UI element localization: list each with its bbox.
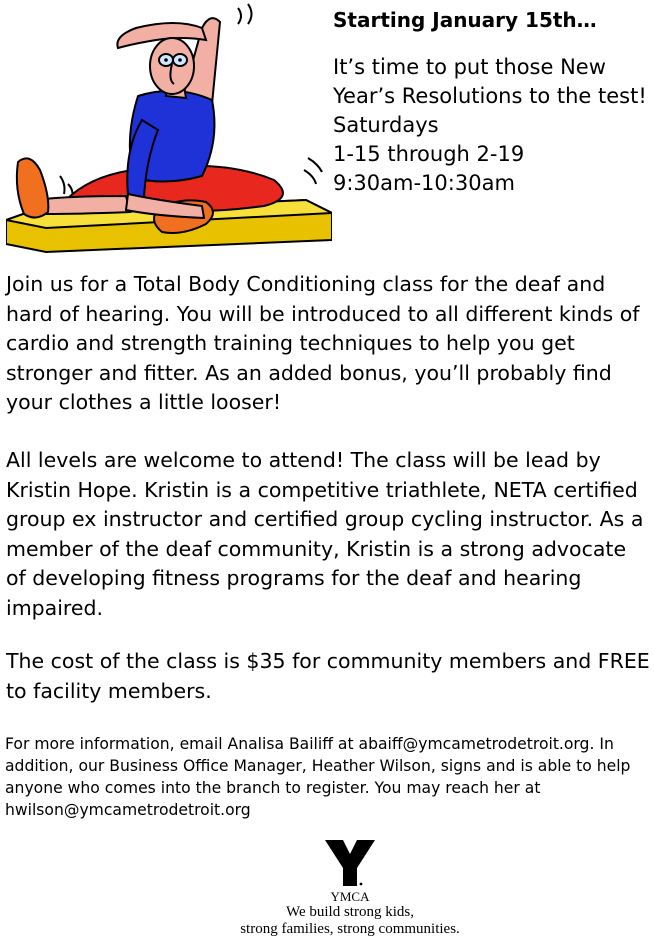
tagline-line-1: We build strong kids, [286, 904, 414, 920]
description-paragraph: Join us for a Total Body Conditioning class for the deaf and hard of hearing. You will be introduced to all different kinds of cardio and strength training techniques to help you get stronger and fitter. As an added bonus, you’ll probably find your clothes a little looser! [6, 272, 640, 414]
ymca-logo-block [200, 838, 500, 938]
contact-paragraph: For more information, email Analisa Bailiff at abaiff@ymcametrodetroit.org. In addition, our Business Office Manager, Heather Wilson, signs and is able to help anyone who comes into the branch to register. You may reach her at hwilson@ymcametrodetroit.org [5, 735, 631, 819]
header-intro: It’s time to put those New Year’s Resolutions to the test! [333, 55, 647, 108]
logo-name: YMCA [330, 889, 370, 904]
header-block [333, 6, 651, 198]
header-title: Starting January 15th… [333, 8, 597, 32]
instructor-paragraph: All levels are welcome to attend! The class will be lead by Kristin Hope. Kristin is a competitive triathlete, NETA certified group ex instructor and certified group cycling instructor. As a member of the deaf community, Kristin is a strong advocate of developing fitness programs for the deaf and hearing impaired. [6, 448, 644, 620]
header-day: Saturdays [333, 113, 439, 137]
tagline-line-2: strong families, strong communities. [240, 921, 460, 937]
stretching-man-icon [6, 0, 332, 258]
ymca-logo-icon [323, 838, 377, 888]
header-time: 9:30am-10:30am [333, 171, 515, 195]
header-dates: 1-15 through 2-19 [333, 142, 525, 166]
cost-paragraph: The cost of the class is $35 for community members and FREE to facility members. [6, 649, 650, 703]
